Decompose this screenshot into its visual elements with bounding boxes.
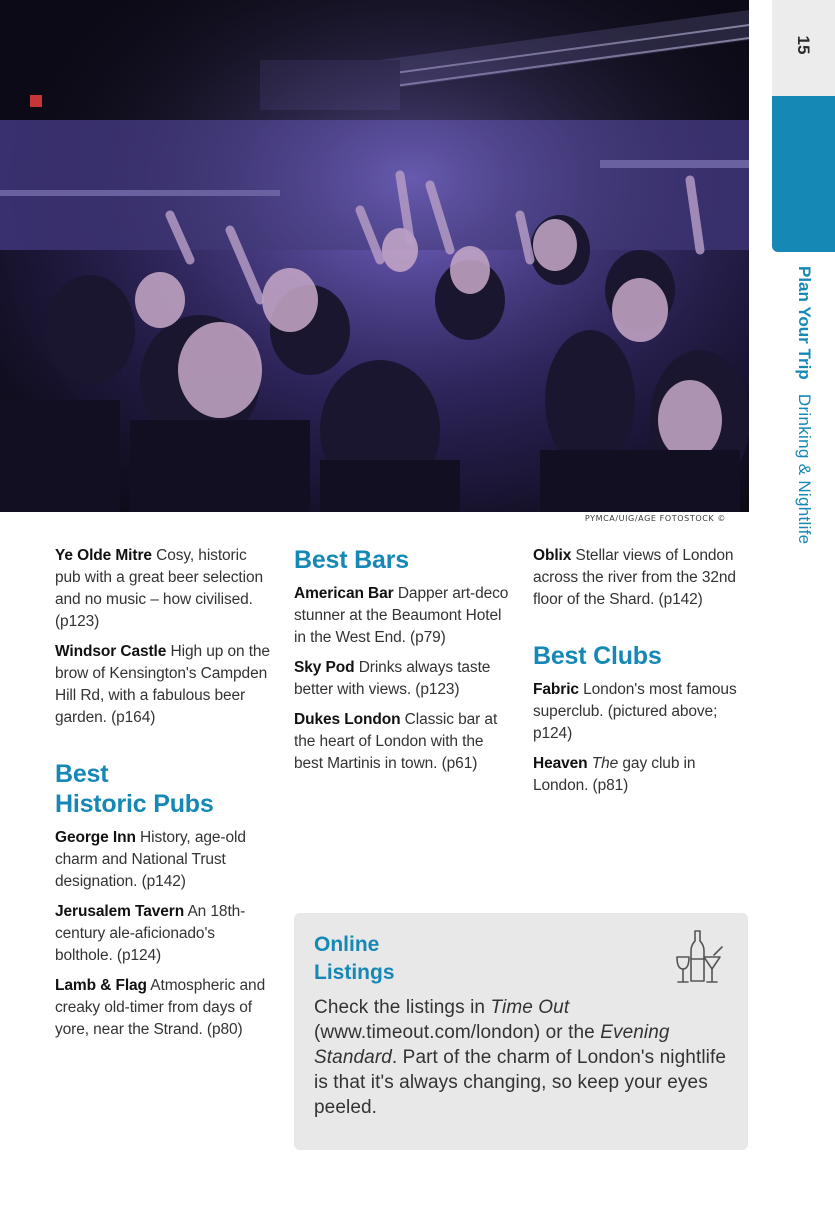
online-listings-box [294,913,748,1150]
list-item [294,583,512,649]
title-line: Listings [314,961,395,984]
venue-description: Dapper art-deco stunner at the Beaumont Hotel in the West End. (p79) [294,585,509,646]
list-item [294,709,512,775]
venue-name: Jerusalem Tavern [55,903,185,920]
list-item [55,827,270,893]
venue-emphasis: The [591,755,619,772]
section-label [791,266,817,626]
publication-time-out: Time Out [490,997,570,1018]
list-item [55,975,270,1041]
text-segment: . Part of the charm of London's nightlife is that it's always changing, so keep your eyes peeled. [314,1047,727,1118]
venue-description: High up on the brow of Kensington's Campden Hill Rd, with a fabulous beer garden. (p164) [55,643,270,726]
section-heading-historic-pubs [55,759,255,819]
listings-text [314,995,728,1120]
page-number: 15 [794,35,813,55]
list-item [533,679,751,745]
venue-name: Dukes London [294,711,401,728]
section-title: Plan Your Trip [795,266,814,380]
list-item [55,641,270,729]
section-heading-bars: Best Bars [294,546,409,574]
heading-line: Best [55,760,109,788]
title-line: Online [314,933,380,956]
venue-name: Lamb & Flag [55,977,147,994]
venue-name: Ye Olde Mitre [55,547,152,564]
venue-description: Classic bar at the heart of London with the best Martinis in town. (p61) [294,711,498,772]
list-item [55,901,270,967]
publication-evening-standard: Evening Standard [314,1022,670,1068]
venue-description: Atmospheric and creaky old-timer from days of yore, near the Strand. (p80) [55,977,266,1038]
venue-description: History, age-old charm and National Trust designation. (p142) [55,829,246,890]
crowd-illustration [0,0,749,512]
text-segment: (www.timeout.com/london) or the [314,1022,601,1043]
section-tab [772,96,835,252]
drinks-icon [674,929,724,985]
nightclub-photo [0,0,749,512]
listings-title [314,931,454,987]
column-3 [533,545,751,805]
venue-description: An 18th-century ale-aficionado's bolthole. (p124) [55,903,246,964]
venue-name: Windsor Castle [55,643,167,660]
venue-description: London's most famous superclub. (pictured above; p124) [533,681,737,742]
list-item [294,657,512,701]
photo-credit: PYMCA/UIG/AGE FOTOSTOCK © [584,514,726,523]
venue-name: Sky Pod [294,659,355,676]
heading-line: Historic Pubs [55,790,214,818]
venue-description: Drinks always taste better with views. (p123) [294,659,491,698]
list-item [533,753,751,797]
venue-description: gay club in London. (p81) [533,755,696,794]
text-segment: Check the listings in [314,997,491,1018]
venue-name: Oblix [533,547,572,564]
venue-name: George Inn [55,829,136,846]
venue-name: Fabric [533,681,579,698]
subsection-title: Drinking & Nightlife [795,393,814,545]
venue-description: Stellar views of London across the river from the 32nd floor of the Shard. (p142) [533,547,736,608]
list-item [55,545,270,633]
list-item [533,545,751,611]
section-heading-clubs: Best Clubs [533,642,662,670]
venue-description: Cosy, historic pub with a great beer selection and no music – how civilised. (p123) [55,547,264,630]
column-1 [55,545,270,1049]
venue-name: Heaven [533,755,588,772]
column-2 [294,545,512,783]
venue-name: American Bar [294,585,394,602]
